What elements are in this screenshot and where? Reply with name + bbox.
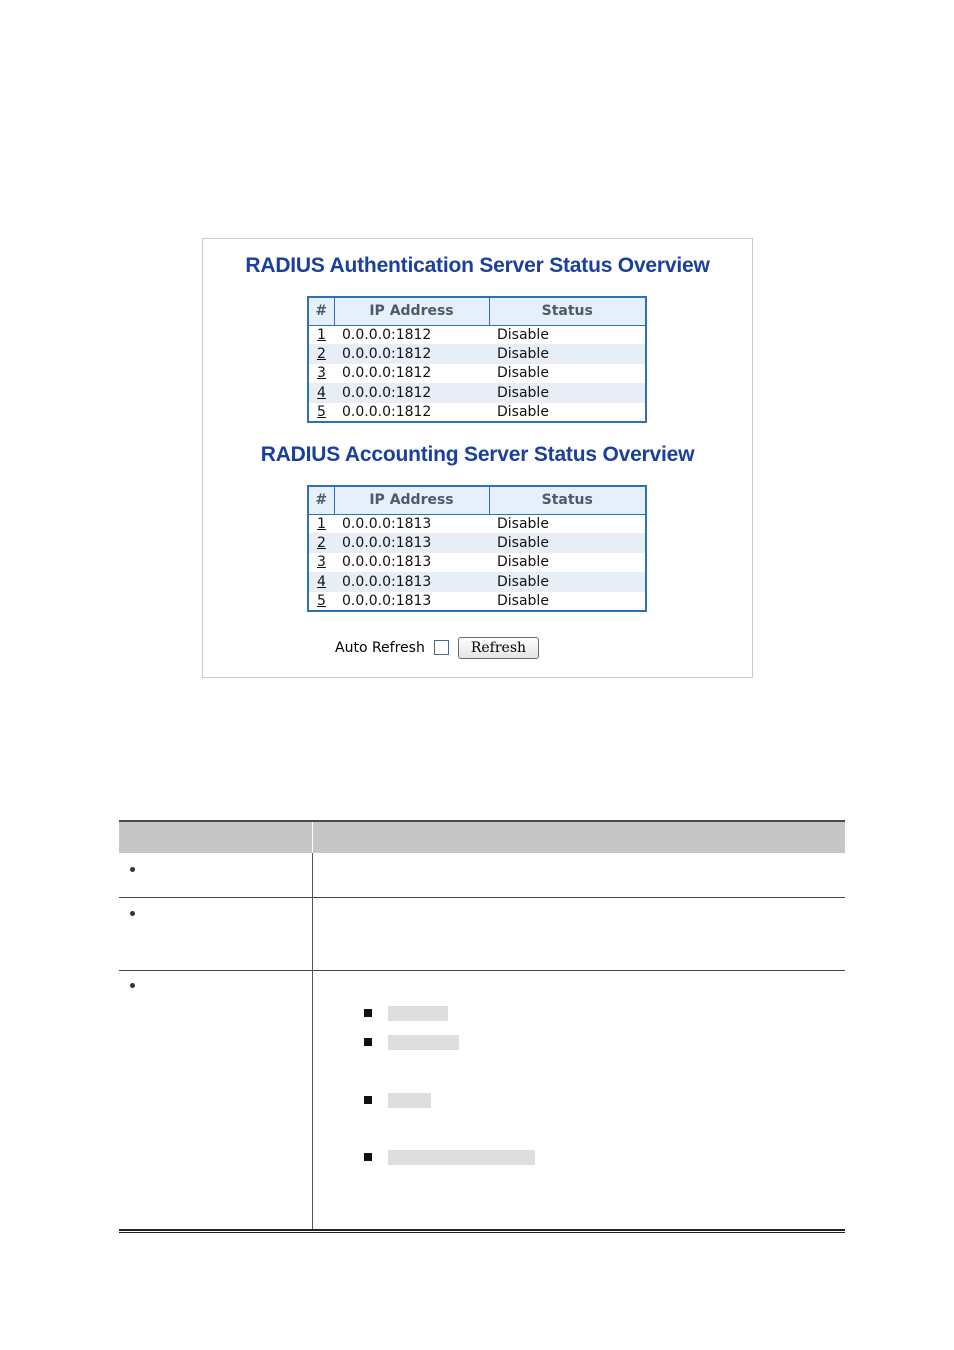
server-number-link[interactable]: 4 [308,572,334,591]
server-status: Disable [497,554,549,571]
table-bottom-rule [119,1229,845,1233]
server-status: Disable [489,383,646,402]
server-number-link[interactable]: 3 [317,554,326,571]
column-divider [312,853,313,1231]
server-ip-address: 0.0.0.0:1813 [334,572,489,591]
square-bullet-icon [364,1009,372,1017]
column-header-ip-address: IP Address [334,486,489,514]
header-column-divider [312,822,313,853]
radius-overview-panel [202,238,753,678]
auto-refresh-checkbox[interactable] [434,640,449,655]
table-row [308,325,646,344]
server-ip-address: 0.0.0.0:1813 [334,533,489,552]
auth-status-title: RADIUS Authentication Server Status Overview [245,254,710,277]
server-ip-address: 0.0.0.0:1813 [342,515,432,532]
refresh-controls [335,635,539,661]
server-number-link[interactable]: 5 [317,592,326,609]
bullet-icon [130,911,135,916]
description-row [119,853,845,898]
server-number-link[interactable]: 4 [308,383,334,402]
server-number-link[interactable]: 1 [317,326,326,343]
table-row [308,572,646,591]
server-status: Disable [497,403,549,420]
table-row [308,344,646,363]
server-ip-address: 0.0.0.0:1812 [342,326,432,343]
server-ip-address: 0.0.0.0:1813 [342,554,432,571]
server-status: Disable [489,344,646,363]
table-header-row [308,297,646,325]
server-status: Disable [497,365,549,382]
column-header-status: Status [489,297,646,325]
table-row [308,364,646,383]
column-header-status: Status [489,486,646,514]
square-bullet-icon [364,1038,372,1046]
table-row [308,403,646,422]
server-number-link[interactable]: 5 [317,403,326,420]
table-row [308,592,646,611]
server-ip-address: 0.0.0.0:1812 [342,403,432,420]
description-table-header [119,820,845,853]
description-row [119,898,845,971]
redacted-text-block [388,1035,459,1050]
bullet-icon [130,867,135,872]
table-row [308,514,646,533]
auto-refresh-label: Auto Refresh [335,640,425,656]
bullet-icon [130,983,135,988]
server-ip-address: 0.0.0.0:1812 [334,344,489,363]
server-status: Disable [497,592,549,609]
server-number-link[interactable]: 3 [317,365,326,382]
acct-status-title: RADIUS Accounting Server Status Overview [260,443,695,466]
table-header-row [308,486,646,514]
server-number-link[interactable]: 2 [308,344,334,363]
square-bullet-icon [364,1153,372,1161]
server-status: Disable [489,572,646,591]
column-header-number: # [308,297,334,325]
redacted-text-block [388,1006,448,1021]
server-ip-address: 0.0.0.0:1812 [342,365,432,382]
refresh-button[interactable]: Refresh [458,637,539,659]
server-status: Disable [489,533,646,552]
description-table [119,820,845,1235]
server-number-link[interactable]: 1 [317,515,326,532]
column-header-ip-address: IP Address [334,297,489,325]
server-status: Disable [497,326,549,343]
server-status: Disable [497,515,549,532]
table-row [308,533,646,552]
square-bullet-icon [364,1096,372,1104]
auth-server-table [307,296,647,423]
redacted-text-block [388,1093,431,1108]
acct-server-table [307,485,647,612]
server-number-link[interactable]: 2 [308,533,334,552]
server-ip-address: 0.0.0.0:1812 [334,383,489,402]
table-row [308,383,646,402]
column-header-number: # [308,486,334,514]
table-row [308,553,646,572]
redacted-text-block [388,1150,535,1165]
server-ip-address: 0.0.0.0:1813 [342,592,432,609]
